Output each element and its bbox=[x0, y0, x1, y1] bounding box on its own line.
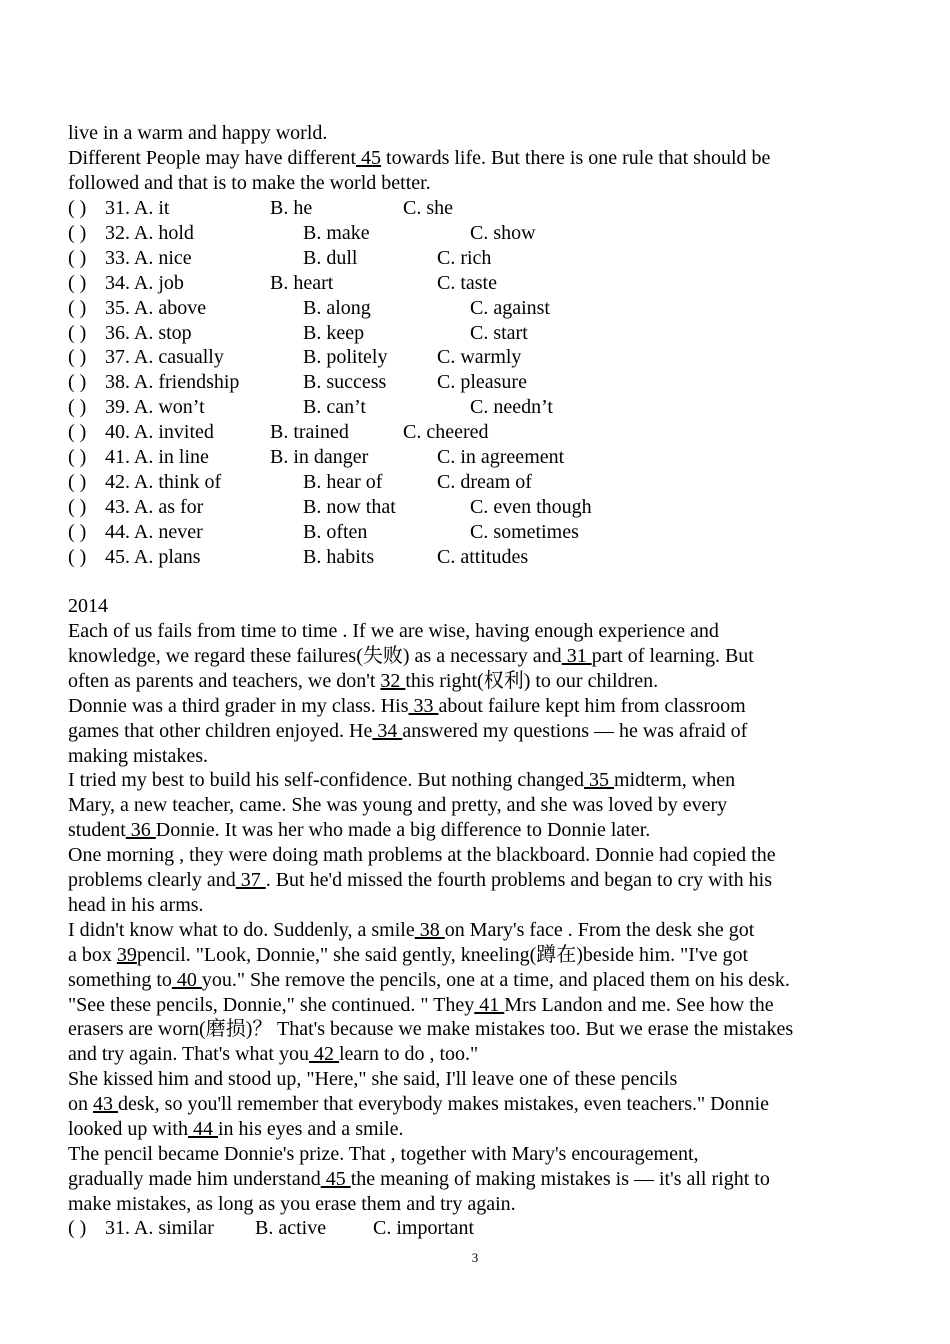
option-b: B. make bbox=[303, 221, 370, 244]
option-c: C. needn’t bbox=[470, 396, 553, 419]
answer-bracket[interactable]: ( ) bbox=[68, 421, 87, 444]
text-run: knowledge, we regard these failures(失败) as a necessary and bbox=[68, 644, 562, 667]
option-c: C. she bbox=[403, 197, 453, 219]
passage-line bbox=[68, 1017, 793, 1042]
option-a: 42. A. think of bbox=[105, 470, 222, 493]
passage-line bbox=[68, 669, 658, 694]
option-b: B. often bbox=[303, 520, 368, 543]
answer-bracket[interactable]: ( ) bbox=[68, 271, 87, 294]
option-b: B. active bbox=[255, 1217, 327, 1239]
text-run: followed and that is to make the world better. bbox=[68, 171, 431, 194]
passage-line bbox=[68, 1092, 769, 1117]
option-c: C. warmly bbox=[437, 346, 522, 369]
passage-line bbox=[68, 943, 748, 968]
passage-line bbox=[68, 744, 208, 769]
option-a: 39. A. won’t bbox=[105, 396, 205, 419]
year-heading: 2014 bbox=[68, 595, 108, 617]
passage-line bbox=[68, 968, 790, 993]
option-a: 45. A. plans bbox=[105, 545, 201, 568]
blank-number: 40 bbox=[171, 968, 202, 991]
option-a: 31. A. similar bbox=[105, 1217, 214, 1239]
option-a: 41. A. in line bbox=[105, 446, 209, 468]
text-run: pencil. "Look, Donnie," she said gently, kneeling(蹲在)beside him. "I've got bbox=[136, 943, 749, 966]
option-b: B. hear of bbox=[303, 470, 383, 493]
option-b: B. now that bbox=[303, 495, 396, 518]
blank-number: 31 bbox=[561, 644, 592, 667]
text-run: desk, so you'll remember that everybody makes mistakes, even teachers." Donnie bbox=[118, 1093, 770, 1116]
answer-bracket[interactable]: ( ) bbox=[68, 446, 87, 468]
option-c: C. even though bbox=[470, 495, 592, 518]
text-run: midterm, when bbox=[614, 769, 736, 792]
answer-bracket[interactable]: ( ) bbox=[68, 1217, 87, 1239]
text-run: on bbox=[68, 1093, 93, 1116]
option-a: 35. A. above bbox=[105, 296, 207, 319]
passage-line bbox=[68, 1042, 478, 1067]
answer-bracket[interactable]: ( ) bbox=[68, 246, 87, 269]
blank-number: 34 bbox=[372, 719, 403, 742]
intro-line bbox=[68, 146, 770, 171]
option-a: 38. A. friendship bbox=[105, 371, 240, 394]
option-a: 34. A. job bbox=[105, 271, 184, 294]
text-run: head in his arms. bbox=[68, 893, 204, 916]
blank-number: 38 bbox=[414, 918, 445, 941]
option-c: C. important bbox=[373, 1217, 475, 1239]
text-run: I tried my best to build his self-confidence. But nothing changed bbox=[68, 769, 584, 792]
text-run: Mary, a new teacher, came. She was young and pretty, and she was loved by every bbox=[68, 794, 728, 817]
page-number: 3 bbox=[471, 1250, 479, 1265]
option-c: C. show bbox=[470, 221, 536, 244]
blank-number: 39 bbox=[116, 943, 137, 966]
intro-line bbox=[68, 121, 327, 146]
answer-bracket[interactable]: ( ) bbox=[68, 296, 87, 319]
answer-bracket[interactable]: ( ) bbox=[68, 495, 87, 518]
option-b: B. success bbox=[303, 371, 387, 394]
passage-line bbox=[68, 843, 776, 868]
option-c: C. taste bbox=[437, 271, 497, 294]
option-b: B. in danger bbox=[270, 446, 369, 468]
answer-bracket[interactable]: ( ) bbox=[68, 321, 87, 344]
passage-line bbox=[68, 993, 774, 1018]
answer-bracket[interactable]: ( ) bbox=[68, 346, 87, 369]
text-run: in his eyes and a smile. bbox=[218, 1118, 404, 1140]
text-run: Donnie was a third grader in my class. His bbox=[68, 694, 409, 717]
text-run: Different People may have different bbox=[68, 146, 357, 169]
blank-number: 45 bbox=[356, 146, 382, 169]
blank-number: 43 bbox=[93, 1093, 118, 1116]
blank-number: 44 bbox=[188, 1118, 218, 1140]
option-c: C. rich bbox=[437, 246, 492, 269]
text-run: answered my questions — he was afraid of bbox=[402, 719, 748, 742]
option-c: C. dream of bbox=[437, 470, 532, 493]
text-run: the meaning of making mistakes is — it's all right to bbox=[350, 1167, 770, 1190]
blank-number: 41 bbox=[474, 993, 505, 1016]
option-b: B. politely bbox=[303, 346, 388, 369]
option-b: B. can’t bbox=[303, 396, 366, 419]
blank-number: 45 bbox=[320, 1167, 351, 1190]
option-a: 40. A. invited bbox=[105, 421, 214, 444]
text-run: Each of us fails from time to time . If we are wise, having enough experience and bbox=[68, 620, 719, 642]
passage-line bbox=[68, 719, 747, 744]
text-run: One morning , they were doing math problems at the blackboard. Donnie had copied the bbox=[68, 844, 776, 867]
text-run: make mistakes, as long as you erase them and try again. bbox=[68, 1192, 516, 1215]
intro-line bbox=[68, 171, 431, 196]
passage-line bbox=[68, 1192, 516, 1217]
option-a: 43. A. as for bbox=[105, 495, 204, 518]
passage-line bbox=[68, 768, 735, 793]
option-a: 36. A. stop bbox=[105, 321, 192, 344]
option-a: 37. A. casually bbox=[105, 346, 224, 369]
text-run: games that other children enjoyed. He bbox=[68, 719, 373, 742]
blank-number: 32 bbox=[380, 669, 406, 692]
option-c: C. attitudes bbox=[437, 545, 529, 568]
text-run: on Mary's face . From the desk she got bbox=[444, 918, 755, 941]
text-run: I didn't know what to do. Suddenly, a smile bbox=[68, 918, 415, 941]
passage-line bbox=[68, 793, 727, 818]
option-a: 44. A. never bbox=[105, 520, 203, 543]
option-b: B. he bbox=[270, 197, 313, 219]
text-run: gradually made him understand bbox=[68, 1167, 321, 1190]
text-run: Mrs Landon and me. See how the bbox=[504, 993, 774, 1016]
text-run: problems clearly and bbox=[68, 869, 236, 891]
blank-number: 42 bbox=[308, 1043, 339, 1066]
blank-number: 36 bbox=[125, 819, 156, 842]
text-run: live in a warm and happy world. bbox=[68, 122, 328, 144]
passage-line bbox=[68, 644, 754, 669]
text-run: Donnie. It was her who made a big difference to Donnie later. bbox=[155, 819, 651, 842]
text-run: She kissed him and stood up, "Here," she said, I'll leave one of these pencils bbox=[68, 1068, 678, 1091]
passage-line bbox=[68, 868, 772, 893]
passage-line bbox=[68, 1167, 770, 1192]
text-run: making mistakes. bbox=[68, 744, 208, 767]
option-b: B. along bbox=[303, 296, 371, 319]
option-c: C. sometimes bbox=[470, 520, 579, 543]
text-run: "See these pencils, Donnie," she continued. " They bbox=[68, 993, 475, 1016]
answer-bracket[interactable]: ( ) bbox=[68, 520, 87, 543]
answer-bracket[interactable]: ( ) bbox=[68, 545, 87, 568]
answer-bracket[interactable]: ( ) bbox=[68, 221, 87, 244]
text-run: towards life. But there is one rule that should be bbox=[381, 146, 771, 169]
passage-line bbox=[68, 1067, 677, 1092]
answer-bracket[interactable]: ( ) bbox=[68, 197, 87, 219]
option-b: B. heart bbox=[270, 271, 334, 294]
text-run: you." She remove the pencils, one at a time, and placed them on his desk. bbox=[201, 968, 790, 991]
passage-line bbox=[68, 1117, 404, 1142]
option-b: B. habits bbox=[303, 545, 375, 568]
blank-number: 33 bbox=[408, 694, 439, 717]
blank-number: 37 bbox=[235, 869, 266, 891]
option-c: C. cheered bbox=[403, 421, 489, 444]
passage-line bbox=[68, 918, 754, 943]
option-c: C. pleasure bbox=[437, 371, 527, 394]
passage-line bbox=[68, 818, 650, 843]
option-a: 31. A. it bbox=[105, 197, 170, 219]
text-run: and try again. That's what you bbox=[68, 1043, 309, 1066]
passage-line bbox=[68, 1142, 699, 1167]
option-b: B. trained bbox=[270, 421, 349, 444]
text-run: a box bbox=[68, 943, 117, 966]
passage-line bbox=[68, 694, 746, 719]
text-run: this right(权利) to our children. bbox=[405, 669, 659, 692]
text-run: looked up with bbox=[68, 1118, 188, 1140]
text-run: student bbox=[68, 819, 126, 842]
option-c: C. in agreement bbox=[437, 446, 565, 468]
option-a: 32. A. hold bbox=[105, 221, 194, 244]
text-run: . But he'd missed the fourth problems and began to cry with his bbox=[265, 869, 773, 891]
answer-bracket[interactable]: ( ) bbox=[68, 470, 87, 493]
answer-bracket[interactable]: ( ) bbox=[68, 396, 87, 419]
answer-bracket[interactable]: ( ) bbox=[68, 371, 87, 394]
text-run: part of learning. But bbox=[591, 644, 754, 667]
option-c: C. against bbox=[470, 296, 550, 319]
text-run: often as parents and teachers, we don't bbox=[68, 669, 381, 692]
text-run: learn to do , too." bbox=[338, 1043, 479, 1066]
option-c: C. start bbox=[470, 321, 528, 344]
option-a: 33. A. nice bbox=[105, 246, 192, 269]
option-b: B. keep bbox=[303, 321, 365, 344]
text-run: erasers are worn(磨损)？ That's because we make mistakes too. But we erase the mistakes bbox=[68, 1018, 794, 1041]
text-run: about failure kept him from classroom bbox=[438, 694, 746, 717]
blank-number: 35 bbox=[584, 769, 614, 792]
text-run: something to bbox=[68, 968, 172, 991]
text-run: The pencil became Donnie's prize. That , together with Mary's encouragement, bbox=[68, 1142, 699, 1165]
passage-line bbox=[68, 893, 204, 918]
passage-line bbox=[68, 619, 719, 644]
option-b: B. dull bbox=[303, 246, 358, 269]
